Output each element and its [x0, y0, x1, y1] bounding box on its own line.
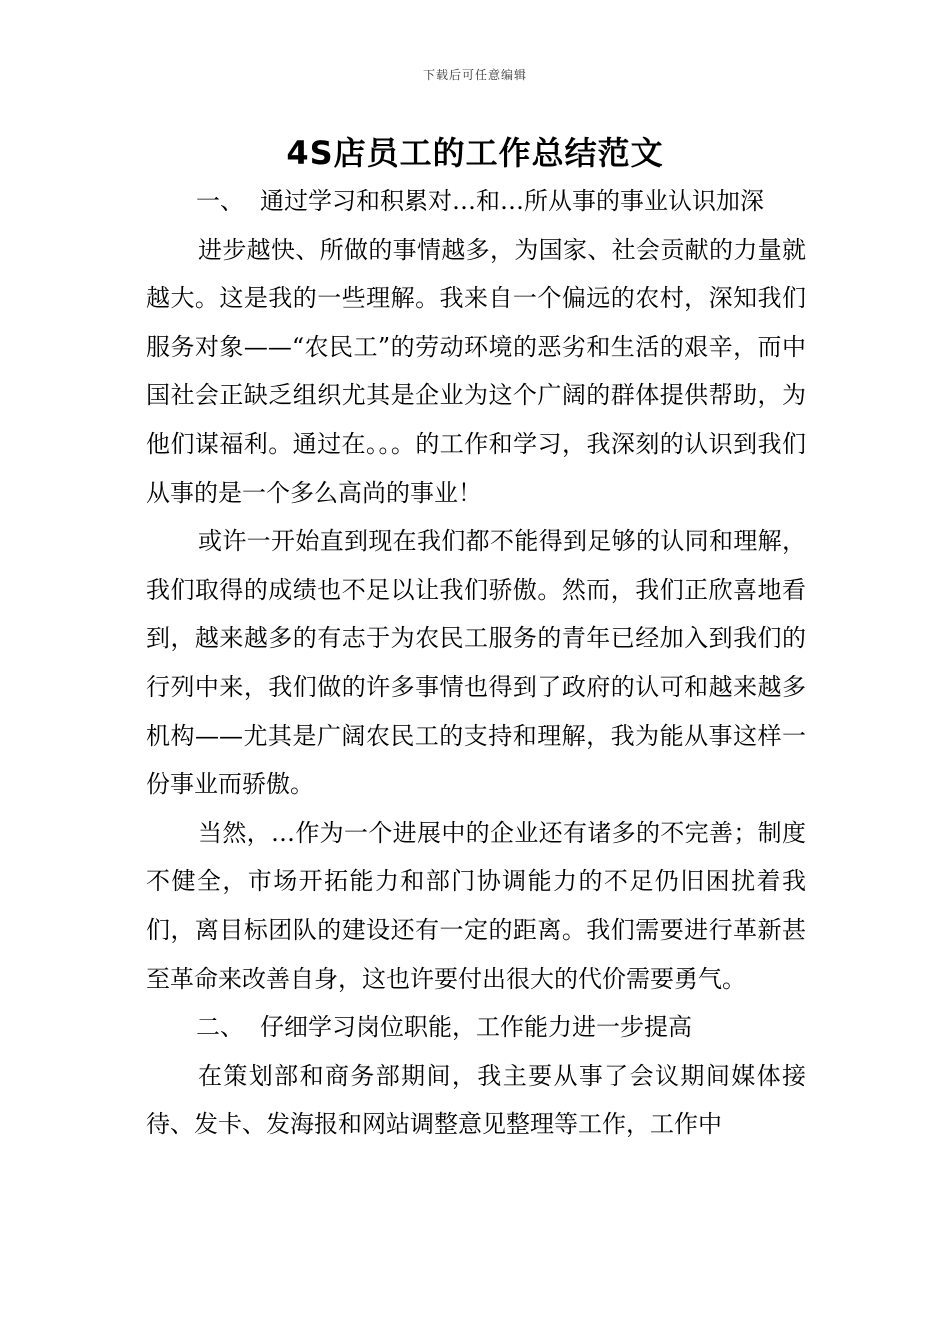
section-heading-2 — [146, 1003, 806, 1052]
section-number: 一、 — [196, 187, 244, 215]
paragraph: 或许一开始直到现在我们都不能得到足够的认同和理解，我们取得的成绩也不足以让我们骄傲。然而，我们正欣喜地看到，越来越多的有志于为农民工服务的青年已经加入到我们的行列中来，我们做的许多事情也得到了政府的认可和越来越多机构——尤其是广阔农民工的支持和理解，我为能从事这样一份事业而骄傲。 — [146, 527, 806, 799]
section-heading-text: 仔细学习岗位职能，工作能力进一步提高 — [260, 1013, 692, 1042]
document-title: 4S店员工的工作总结范文 — [286, 134, 664, 172]
paragraph: 在策划部和商务部期间，我主要从事了会议期间媒体接待、发卡、发海报和网站调整意见整理等工作，工作中 — [146, 1061, 806, 1139]
paragraph: 进步越快、所做的事情越多，为国家、社会贡献的力量就越大。这是我的一些理解。我来自一个偏远的农村，深知我们服务对象——“农民工”的劳动环境的恶劣和生活的艰辛，而中国社会正缺乏组织尤其是企业为这个广阔的群体提供帮助，为他们谋福利。通过在。。。的工作和学习，我深刻的认识到我们从事的是一个多么高尚的事业！ — [146, 235, 806, 507]
section-heading-text: 通过学习和积累对…和…所从事的事业认识加深 — [260, 187, 764, 215]
section-number: 二、 — [196, 1013, 244, 1042]
section-heading-1 — [146, 177, 806, 226]
paragraph: 当然，…作为一个进展中的企业还有诸多的不完善；制度不健全，市场开拓能力和部门协调能力的不足仍旧困扰着我们，离目标团队的建设还有一定的距离。我们需要进行革新甚至革命来改善自身，这也许要付出很大的代价需要勇气。 — [146, 818, 806, 993]
header-note: 下载后可任意编辑 — [422, 68, 527, 82]
document-body — [146, 177, 806, 1149]
